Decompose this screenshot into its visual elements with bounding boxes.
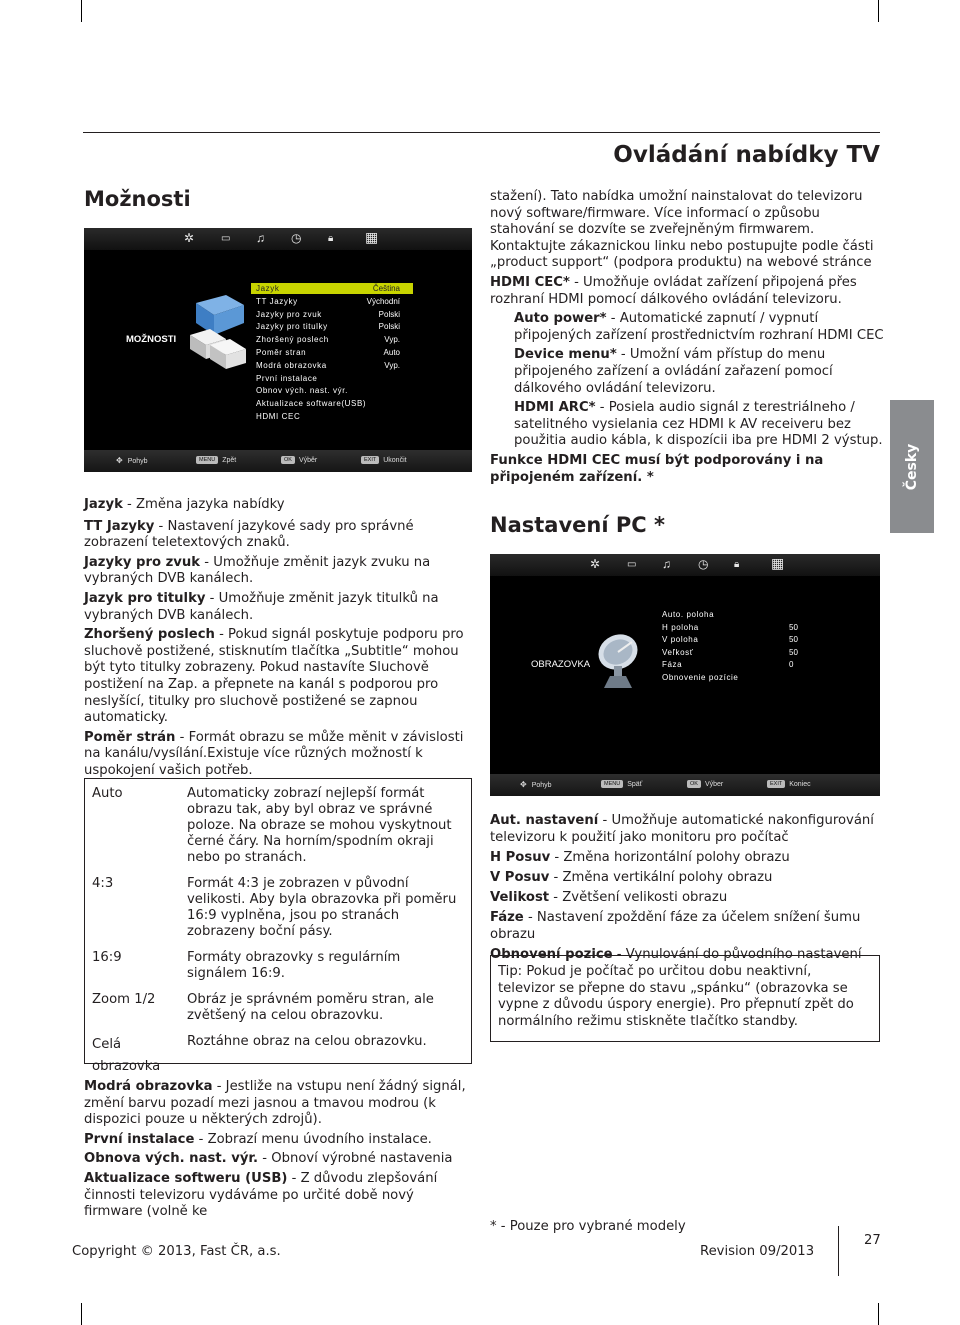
footnote: * - Pouze pro vybrané modely: [490, 1219, 686, 1234]
footer-move: [116, 456, 148, 465]
menu-item-value: 0: [789, 660, 794, 670]
footer-move-label: Pohyb: [127, 458, 148, 465]
aspect-description: Formáty obrazovky s regulárním signálem 16:9.: [187, 950, 401, 981]
description: - Z důvodu zlepšování činnosti televizoru vydáváme po určité době nový firmware (volně ke: [84, 1170, 438, 1220]
description: - Nastavení zpoždění fáze za účelem snížení šumu obrazu: [490, 909, 861, 942]
page-number: 27: [864, 1233, 881, 1248]
aspect-row: [92, 950, 464, 992]
page-header: Ovládání nabídky TV: [613, 142, 880, 168]
description: - Změna vertikální polohy obrazu: [549, 869, 773, 885]
footer-select: [281, 456, 317, 464]
ok-key: OK: [281, 456, 295, 464]
menu-item[interactable]: Jazyky pro titulky: [256, 322, 328, 332]
description: - Umožňuje ovládat zařízení připojená přes rozhraní HDMI pomocí dálkového ovládání televizoru.: [490, 274, 857, 307]
pc-menu-screenshot: [490, 554, 880, 796]
hdmi-subitem: [490, 311, 884, 344]
footer-back: [601, 780, 642, 788]
option-description: [84, 497, 479, 514]
menu-item-value: 50: [789, 647, 798, 657]
description: - Vynulování do původního nastavení: [612, 946, 862, 962]
menu-item[interactable]: Auto. poloha: [662, 610, 715, 619]
menu-item[interactable]: Veľkosť: [662, 647, 694, 657]
menu-footer: [490, 774, 880, 796]
menu-item-value: 50: [789, 635, 798, 645]
menu-item[interactable]: Poměr stran: [256, 348, 307, 357]
description: - Formát obrazu se může měnit v závislosti na kanálu/vysílání.Existuje více různých možností k uspokojení vašich potřeb.: [84, 729, 464, 778]
term: Obnova vých. nast. výr.: [84, 1151, 259, 1167]
option-description: [84, 519, 479, 552]
pc-menu-label: OBRAZOVKA: [531, 659, 591, 670]
aspect-mode: 4:3: [92, 876, 114, 891]
aspect-description: Obráz je správném poměru stran, ale zvětšený na celou obrazovku.: [187, 992, 434, 1023]
footer-select: [687, 780, 723, 788]
menu-key: MENU: [196, 456, 218, 464]
footer-exit: [767, 780, 811, 788]
term: Velikost: [490, 889, 550, 905]
term: Obnovení pozice: [490, 946, 613, 962]
aspect-row: [92, 876, 464, 950]
menu-item-value: Vyp.: [384, 335, 400, 345]
description: - Pokud signál poskytuje podporu pro sluchově postižené, stisknutím tlačítka „Subtitle“ mohou být tyto titulky zobrazeny. Pokud nastavíte Sluchově postižení na Zap. a přepnete na kanál s podporou pro neslyšící, titulky pro sluchově postižené se zapnou automaticky.: [84, 627, 464, 726]
aspect-row: [92, 1034, 464, 1078]
description: - Posiela audio signál z terestriálneho / satelitného vysielania cez HDMI k AV receiveru bez použitia audio kábla, k dispozícii iba pre HDMI 2 výstup.: [514, 400, 883, 449]
crop-mark: [81, 1303, 82, 1325]
option-description: [84, 1151, 474, 1168]
section-title-pc: Nastavení PC *: [490, 513, 665, 537]
option-description: [490, 275, 884, 308]
page-rule: [838, 1226, 839, 1276]
options-boxes-icon: [188, 293, 248, 371]
footer-back-label: Späť: [627, 781, 643, 788]
header-rule: [83, 132, 880, 133]
option-description: [84, 1079, 474, 1129]
music-note-icon: ♫: [256, 231, 265, 245]
footer-select-label: Výber: [704, 781, 724, 788]
pc-description: [490, 870, 884, 887]
description: - Umožňuje změnit jazyk titulků na vybraných DVB kanálech.: [84, 590, 439, 623]
revision: Revision 09/2013: [700, 1244, 815, 1259]
aspect-row: [92, 786, 464, 876]
aspect-description: Formát 4:3 je zobrazen v původní velikosti. Aby byla obrazovka při poměru 16:9 vyplněna, jsou po stranách zobrazeny boční pásy.: [187, 876, 457, 939]
option-description: [84, 730, 479, 780]
aspect-description: Automaticky zobrazí nejlepší formát obrazu tak, aby byl obraz ve správné poloze. Na obraze se mohou vyskytnout černé čáry. Na horním/spodním okraji nebo po stranách.: [187, 786, 452, 865]
footer-move-label: Pohyb: [531, 782, 552, 789]
description: - Změna horizontální polohy obrazu: [550, 849, 790, 865]
aspect-row: [92, 992, 464, 1034]
description: - Jestliže na vstupu není žádný signál, změní barvu pozadí mezi jasnou a tmavou modrou (k dispozici pouze u některých zdrojů).: [84, 1079, 466, 1128]
exit-key: EXIT: [361, 456, 379, 464]
option-description: [490, 189, 884, 272]
option-description: [84, 1171, 474, 1221]
aspect-mode: 16:9: [92, 950, 122, 965]
term: Jazyk: [84, 497, 123, 512]
pc-description: [490, 910, 884, 943]
aspect-mode: Zoom 1/2: [92, 992, 156, 1007]
option-description: [84, 1132, 474, 1149]
aspect-description: Roztáhne obraz na celou obrazovku.: [187, 1034, 427, 1049]
menu-item[interactable]: Obnov vých. nast. výr.: [256, 386, 348, 396]
pc-description: [490, 890, 884, 907]
menu-item[interactable]: Zhoršený poslech: [256, 335, 329, 345]
term: V Posuv: [490, 869, 550, 885]
menu-item[interactable]: Fáza: [662, 660, 683, 670]
hdmi-subitem: [490, 400, 884, 450]
menu-item[interactable]: Obnovenie pozície: [662, 673, 739, 682]
grid-icon: ▦: [771, 555, 785, 571]
gear-icon: ✲: [184, 231, 195, 245]
clock-icon: ◷: [698, 557, 709, 571]
footer-select-label: Výběr: [298, 457, 318, 464]
pc-descriptions: [490, 813, 884, 967]
pc-description: [490, 813, 884, 846]
menu-item[interactable]: V poloha: [662, 635, 699, 645]
description: - Zobrazí menu úvodního instalace.: [194, 1131, 432, 1147]
term: H Posuv: [490, 849, 551, 865]
term: Aut. nastavení: [490, 813, 599, 828]
hdmi-cec-subitems: [490, 311, 884, 450]
term: Auto power*: [514, 311, 607, 327]
clock-icon: ◷: [291, 231, 302, 245]
menu-item[interactable]: H poloha: [662, 622, 699, 632]
lock-icon: 🔒︎: [734, 559, 740, 570]
aspect-ratio-table: [92, 786, 464, 1078]
move-icon: ✥: [116, 456, 123, 465]
menu-item[interactable]: TT Jazyky: [256, 296, 298, 306]
options-descriptions: [84, 497, 479, 783]
footer-move: [520, 780, 552, 789]
lock-icon: 🔒︎: [328, 233, 334, 244]
menu-item-value: 50: [789, 622, 798, 632]
menu-item[interactable]: Aktualizace software(USB): [256, 399, 367, 409]
menu-item-value: Auto: [383, 348, 400, 357]
footer-back: [196, 456, 236, 464]
term: TT Jazyky: [84, 518, 155, 534]
term: První instalace: [84, 1131, 195, 1147]
grid-icon: ▦: [365, 229, 379, 245]
satellite-dish-icon: [594, 626, 652, 692]
term: Aktualizace softweru (USB): [84, 1170, 288, 1186]
exit-key: EXIT: [767, 780, 785, 788]
description: - Zvětšení velikosti obrazu: [549, 889, 728, 905]
description: stažení). Tato nabídka umožní nainstalovat do televizoru nový software/firmware. Více informací o způsobu stahování se dozvíte se zveřejněným firmwarem. Kontaktujte zákaznickou linku nebo postupujte podle části „product support“ (podpora produktu) na webové stránce: [490, 189, 874, 271]
description: - Umožňuje automatické nakonfigurování televizoru k použití jako monitoru pro počítač: [490, 813, 874, 845]
menu-icon-bar: [490, 554, 880, 576]
monitor-icon: ▭: [221, 233, 231, 244]
ok-key: OK: [687, 780, 701, 788]
monitor-icon: ▭: [627, 559, 637, 570]
term: Poměr strán: [84, 729, 176, 745]
menu-icon-bar: [84, 228, 472, 250]
aspect-mode: Celá obrazovka: [92, 1037, 161, 1074]
term: Modrá obrazovka: [84, 1079, 213, 1094]
options-menu-label: MOŽNOSTI: [126, 334, 177, 345]
hdmi-note: Funkce HDMI CEC musí být podporovány i na připojeném zařízení. *: [490, 452, 824, 485]
menu-item[interactable]: HDMI CEC: [256, 412, 301, 421]
term: HDMI ARC*: [514, 400, 596, 416]
pc-description: [490, 850, 884, 867]
term: HDMI CEC*: [490, 274, 570, 290]
crop-mark: [81, 0, 82, 22]
menu-item[interactable]: Modrá obrazovka: [256, 360, 327, 370]
copyright: Copyright © 2013, Fast ČR, a.s.: [72, 1244, 281, 1259]
footer-exit-label: Ukončit: [383, 457, 407, 464]
option-description: [84, 627, 479, 727]
menu-item[interactable]: Jazyky pro zvuk: [256, 309, 322, 319]
term: Fáze: [490, 909, 524, 925]
menu-item[interactable]: Jazyk: [256, 284, 280, 293]
menu-item[interactable]: První instalace: [256, 373, 318, 383]
music-note-icon: ♫: [662, 557, 671, 571]
term: Device menu*: [514, 347, 617, 363]
menu-item-value: Vyp.: [384, 360, 400, 370]
description: - Změna jazyka nabídky: [122, 497, 285, 512]
gear-icon: ✲: [590, 557, 601, 571]
menu-item-value: Čeština: [372, 284, 400, 293]
term: Zhoršený poslech: [84, 627, 215, 643]
description: - Automatické zapnutí / vypnutí připojených zařízení prostřednictvím rozhraní HDMI CEC: [514, 311, 884, 343]
menu-footer: [84, 450, 472, 472]
options-descriptions-2: [84, 1079, 474, 1224]
options-menu-screenshot: [84, 228, 472, 472]
description: - Umožní vám přístup do menu připojeného zařízení a ovládání zařazení pomocí dálkového ovládání televizoru.: [514, 347, 833, 396]
footer-exit: [361, 456, 407, 464]
right-descriptions: [490, 189, 884, 486]
hdmi-subitem: [490, 347, 884, 397]
crop-mark: [878, 1303, 879, 1325]
option-description: [84, 591, 479, 624]
menu-key: MENU: [601, 780, 623, 788]
menu-item-value: Východní: [366, 296, 400, 306]
crop-mark: [878, 0, 879, 22]
menu-item-value: Polski: [378, 309, 400, 319]
section-title-options: Možnosti: [84, 187, 191, 211]
term: Jazyk pro titulky: [84, 590, 206, 606]
move-icon: ✥: [520, 780, 527, 789]
side-tab-label: Česky: [904, 443, 920, 490]
aspect-mode: Auto: [92, 786, 123, 801]
term: Jazyky pro zvuk: [84, 554, 201, 570]
description: - Obnoví výrobné nastavenia: [258, 1151, 453, 1167]
tip-box: Tip: Pokud je počítač po určitou dobu neaktivní, televizor se přepne do stavu „spánku“ (obrazovka se vypne z důvodu úspory energie). Pro přepnutí zpět do normálního režimu stiskněte tlačítko standby.: [490, 955, 880, 1042]
option-description: [84, 555, 479, 588]
footer-back-label: Zpět: [222, 457, 237, 464]
footer-exit-label: Koniec: [789, 781, 811, 788]
language-side-tab: [890, 400, 934, 533]
menu-item-value: Polski: [378, 322, 400, 332]
description: - Umožňuje změnit jazyk zvuku na vybraných DVB kanálech.: [84, 554, 431, 587]
description: - Nastavení jazykové sady pro správné zobrazení teletextových znaků.: [84, 518, 414, 551]
